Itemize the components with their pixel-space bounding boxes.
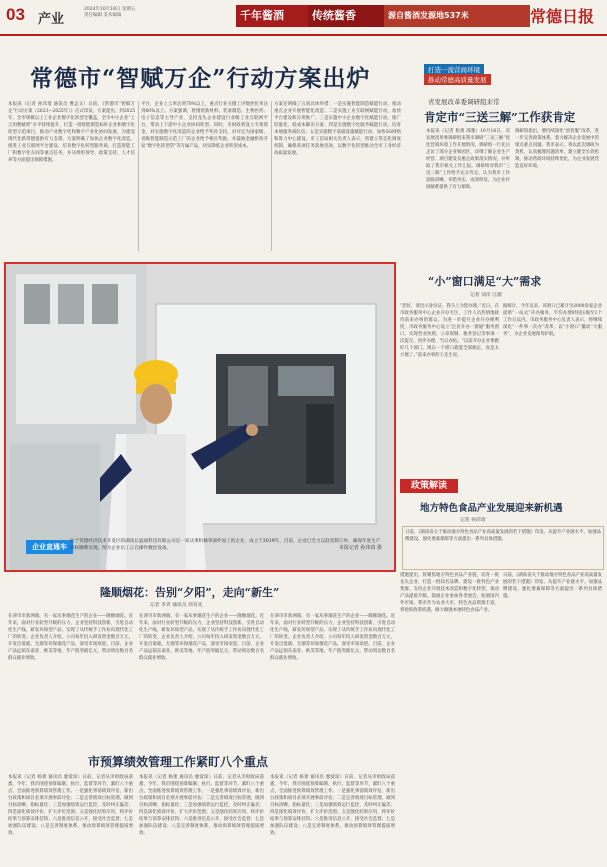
policy-label: 政策解读 — [400, 479, 458, 493]
side-kicker: 省发展改革委调研组来常 — [428, 98, 500, 106]
policy-byline: 记者 孙玮琦 — [460, 518, 486, 523]
photo-caption-text: 位于常德经济技术开发区的湖南长盛通科技有限公司是一家从事机械零部件加工的企业，成立于2019年。目前，企业已全力以赴赶制订单，确保年度生产目标顺利实现。图为企业员工正在操作数控设备。 — [70, 539, 381, 551]
lead-col-3: 方案还明确了五项具体举措：一是实施智能制造赋能行动，推动重点企业开展智能化改造；二是实施工业互联网赋能行动，加快平台建设和应用推广；三是实施中小企业数字化赋能行动，推广轻量化、低成本解决方案；四是实施数字化服务赋能行动，培育本地服务商队伍；五是实施数字基础设施赋能行动，加快5G网络和算力中心建设。市工信局相关负责人表示，将建立常态化调度机制，确保各项任务落地见效，以数字化转型推动全市工业经济高质量发展。 — [274, 102, 401, 156]
window-byline: 记者 刘洋 江薇 — [470, 293, 502, 298]
window-col-2: 据统计，今年以来，该窗口已累计为2000余家企业提供“一站式”开办服务，平均办理时间压缩至1个工作日以内。市政务服务中心负责人表示，将继续深化“一件事一次办”改革，以“小窗口”撬动“大服务”，为企业发展保驾护航。 — [503, 304, 602, 337]
policy-col-1: 措施提出，将聚焦地方特色食品产业链，培育一批龙头企业，打造一批知名品牌，建设一批特色产业集群。支持企业开展技术改造和数字化转型，推动产品提质升级。鼓励企业参加各类展会，拓展国内外市场。我市作为农业大市，特色食品资源丰富，将抢抓政策机遇，做大做强本地特色食品产业。 — [400, 573, 499, 613]
policy-col-2: 日前，《湖南省关于推动地方特色食品产业高质量发展的若干措施》印发，从提升产业链水平、加强品牌建设、强化要素保障等方面提出一系列具体措施。 — [503, 573, 602, 599]
window-col-1: “您好，请出示身份证，我马上为您办理。”近日，在市政务服务中心企业开办专区，工作人员热情地接待前来办事的群众。为进一步提升企业开办便利度，市政务服务中心设立“企业开办一窗通”服务窗口，实现营业执照、公章刻制、税务登记等事项一次提交、同步办理、当日办结。“以前开办企业要跑好几个部门，现在一个窗口就能全部搞定，真是太方便了。”前来办事的王先生说。 — [400, 304, 499, 358]
feature-photo — [4, 262, 396, 572]
lead-col-2: 平台，企业上云率达到70%以上，重点行业关键工序数控化率达到60%以上。方案强调，将围绕新材料、装备制造、生物医药、电子信息等主导产业，支持龙头企业建设行业级工业互联网平台，带动上下游中小企业协同转型。同时，市财政将设立专项资金，对实施数字化改造的企业给予奖补支持，对评定为国家级、省级智能制造示范工厂的企业给予相应奖励，并鼓励金融机构开发“数字化转型贷”等专属产品，切实降低企业转型成本。 — [141, 102, 268, 149]
side-col-1: 本报讯（记者 杨蕾 邵雅）10月16日，省发展改革委调研组来我市调研“三送三解”优化营商环境工作开展情况。调研组一行先后走访了部分企业和园区，详细了解企业生产经营、项目建设及惠企政策落实情况，并听取了我市相关工作汇报。调研组对我市“三送三解”工作给予充分肯定，认为我市工作思路清晰、举措务实、成效明显，为企业纾困解难提供了有力保障。 — [426, 129, 510, 190]
left-story-title: 隆顺烟花：告别“夕阳”，走向“新生” — [100, 586, 280, 599]
bottom-story-title: 市预算绩效管理工作紧盯八个重点 — [88, 755, 269, 769]
bottom-story-col-3: 本报讯（记者 杨蕾 通讯员 廖爱琼）日前，记者从市财政局获悉，今年，我市围绕预算编制、执行、监督等环节，紧盯八个重点，全面推进预算绩效管理工作。一是强化事前绩效评估，新出台政策和项目必须开展事前评估；二是完善绩效目标管理，做到目标清晰、指标量化；三是加强绩效运行监控，及时纠正偏差；四是深化绩效评价，扩大评价范围；五是强化结果应用，将评价结果与预算安排挂钩；六是推进信息公开，接受社会监督；七是加强队伍建设；八是完善制度体系，推动预算绩效管理提质增效。 — [270, 775, 395, 836]
business-badge: 企业直通车 — [26, 540, 73, 554]
side-title: 肯定市“三送三解”工作获肯定 — [424, 110, 576, 124]
policy-title: 地方特色食品产业发展迎来新机遇 — [420, 503, 563, 514]
left-story-col-3: 在津市市新洲镇，有一家从事烟花生产的企业——隆顺烟花。近年来，面对行业转型升级的压力，企业坚持科技创新，引进自动化生产线，研发环保型产品，实现了从传统手工作坊向现代化工厂的转变。企业负责人介绍，公司每年投入研发资金数百万元，开发出低硫、无烟等环保烟花产品，深受市场欢迎。目前，企业产品远销东南亚、欧美等地，年产值突破亿元，带动周边数百名群众就业增收。 — [270, 614, 395, 661]
photo-credit: 本报记者 孙玮琦 摄 — [338, 545, 382, 551]
edition-date: 2024年10月18日 星期五 — [84, 7, 136, 12]
ad-item-3: 源自酱酒发源地537米 — [384, 5, 530, 27]
section-name: 产业 — [38, 12, 65, 27]
tag-high-quality: 推动常德高质量发展 — [424, 74, 491, 85]
edition-meta — [84, 7, 154, 19]
factory-worker-photo — [6, 264, 394, 570]
tag-business-env: 打造一流营商环境 — [424, 64, 484, 75]
side-col-2: 调研组指出，要持续深化“放管服”改革，进一步完善政策体系，着力解决企业发展中的堵点难点问题。我市表示，将以此次调研为契机，认真梳理问题清单，建立健全长效机制，推动营商环境持续优化，为企业发展营造良好环境。 — [515, 129, 599, 169]
bottom-story-col-2: 本报讯（记者 杨蕾 通讯员 廖爱琼）日前，记者从市财政局获悉，今年，我市围绕预算编制、执行、监督等环节，紧盯八个重点，全面推进预算绩效管理工作。一是强化事前绩效评估，新出台政策和项目必须开展事前评估；二是完善绩效目标管理，做到目标清晰、指标量化；三是加强绩效运行监控，及时纠正偏差；四是深化绩效评价，扩大评价范围；五是强化结果应用，将评价结果与预算安排挂钩；六是推进信息公开，接受社会监督；七是加强队伍建设；八是完善制度体系，推动预算绩效管理提质增效。 — [139, 775, 264, 836]
edition-editors: 责任编辑 美术编辑 — [84, 13, 122, 18]
page-number: 03 — [6, 5, 25, 24]
left-story-col-2: 在津市市新洲镇，有一家从事烟花生产的企业——隆顺烟花。近年来，面对行业转型升级的压力，企业坚持科技创新，引进自动化生产线，研发环保型产品，实现了从传统手工作坊向现代化工厂的转变。企业负责人介绍，公司每年投入研发资金数百万元，开发出低硫、无烟等环保烟花产品，深受市场欢迎。目前，企业产品远销东南亚、欧美等地，年产值突破亿元，带动周边数百名群众就业增收。 — [139, 614, 264, 661]
ad-item-2: 传统酱香 — [308, 5, 390, 27]
policy-lede: 日前，《湖南省关于推动地方特色食品产业高质量发展的若干措施》印发，从提升产业链水平、加强品牌建设、强化要素保障等方面提出一系列具体措施。 — [402, 526, 604, 570]
column-rule — [271, 101, 272, 251]
left-story-col-1: 在津市市新洲镇，有一家从事烟花生产的企业——隆顺烟花。近年来，面对行业转型升级的压力，企业坚持科技创新，引进自动化生产线，研发环保型产品，实现了从传统手工作坊向现代化工厂的转变。企业负责人介绍，公司每年投入研发资金数百万元，开发出低硫、无烟等环保烟花产品，深受市场欢迎。目前，企业产品远销东南亚、欧美等地，年产值突破亿元，带动周边数百名群众就业增收。 — [8, 614, 133, 661]
column-rule — [138, 101, 139, 251]
lead-headline: 常德市“智赋万企”行动方案出炉 — [30, 65, 371, 92]
window-title: “小”窗口满足“大”需求 — [428, 275, 542, 288]
left-story-byline: 记者 李青 通讯员 周育先 — [150, 603, 203, 608]
bottom-story-col-1: 本报讯（记者 杨蕾 通讯员 廖爱琼）日前，记者从市财政局获悉，今年，我市围绕预算编制、执行、监督等环节，紧盯八个重点，全面推进预算绩效管理工作。一是强化事前绩效评估，新出台政策和项目必须开展事前评估；二是完善绩效目标管理，做到目标清晰、指标量化；三是加强绩效运行监控，及时纠正偏差；四是深化绩效评价，扩大评价范围；五是强化结果应用，将评价结果与预算安排挂钩；六是推进信息公开，接受社会监督；七是加强队伍建设；八是完善制度体系，推动预算绩效管理提质增效。 — [8, 775, 133, 836]
ad-item-1: 千年酱酒 — [236, 5, 314, 27]
photo-caption — [70, 538, 382, 552]
paper-logo: 常德日报 — [530, 7, 595, 26]
lead-col-1: 本报讯（记者 孙玮琦 通讯员 曹孟文）日前，《常德市“智赋万企”行动方案（2023—2025年）》正式印发。方案提出，到2025年，全市规模以上工业企业数字化转型全覆盖，全市中小企业“上云用数赋智”水平持续提升，打造一批智能制造标杆企业和数字化转型示范项目，推动产业数字化和数字产业化协同发展，为建设现代化新常德提供有力支撑。方案明确了加快企业数字化改造、推进工业互联网平台建设、培育数字化转型服务商、打造智能工厂和数字化车间等重点任务，并从组织领导、政策支持、人才培养等方面提出保障措施。 — [8, 102, 135, 163]
